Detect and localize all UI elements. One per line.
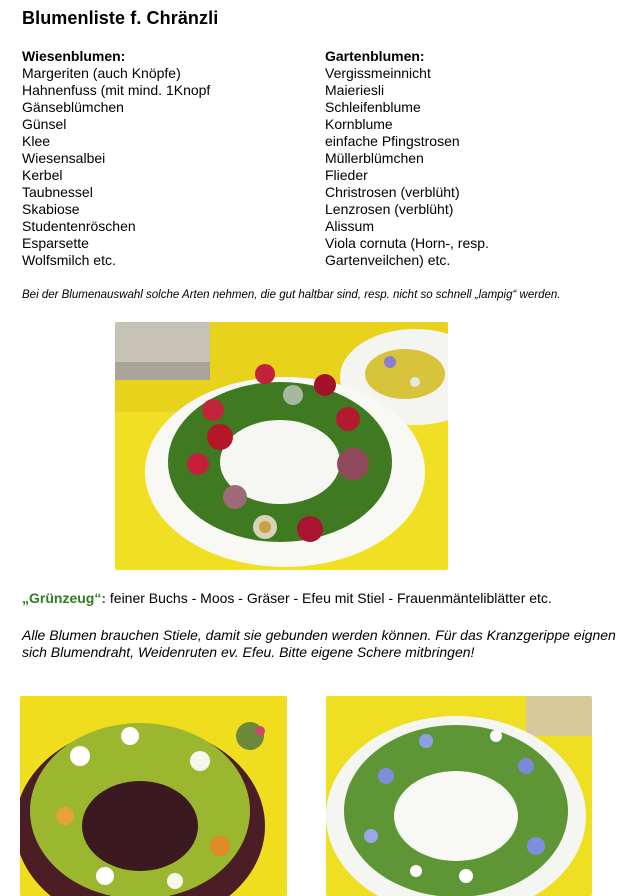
list-item: Maieriesli: [325, 82, 385, 98]
list-item: Müllerblümchen: [325, 150, 424, 166]
garden-flowers-heading: Gartenblumen:: [325, 48, 425, 64]
wreath-photo-yellow: [20, 696, 287, 896]
meadow-flowers-heading: Wiesenblumen:: [22, 48, 126, 64]
garden-flowers-column: [325, 48, 489, 269]
list-item: Kornblume: [325, 116, 393, 132]
list-item: Lenzrosen (verblüht): [325, 201, 454, 217]
selection-note: Bei der Blumenauswahl solche Arten nehmen, die gut haltbar sind, resp. nicht so schnell „lampig“ werden.: [22, 289, 561, 301]
page-title: Blumenliste f. Chränzli: [22, 8, 219, 28]
list-item: Günsel: [22, 116, 67, 132]
list-item: Kerbel: [22, 167, 63, 183]
list-item: Studentenröschen: [22, 218, 136, 234]
list-item: Margeriten (auch Knöpfe): [22, 65, 181, 81]
list-item: Gänseblümchen: [22, 99, 124, 115]
wreath-photo-red: [115, 322, 448, 570]
greenery-label: „Grünzeug“:: [22, 590, 106, 606]
instructions-note: Alle Blumen brauchen Stiele, damit sie gebunden werden können. Für das Kranzgerippe eignen sich Blumendraht, Weidenruten ev. Efeu. Bitte eigene Schere mitbringen!: [22, 627, 616, 660]
list-item: Taubnessel: [22, 184, 93, 200]
list-item: Hahnenfuss (mit mind. 1Knopf: [22, 82, 211, 98]
list-item: Wiesensalbei: [22, 150, 106, 166]
list-item: Viola cornuta (Horn-, resp.: [325, 235, 489, 251]
list-item: Skabiose: [22, 201, 80, 217]
list-item: Christrosen (verblüht): [325, 184, 460, 200]
list-item: Schleifenblume: [325, 99, 421, 115]
wreath-photo-blue: [326, 696, 592, 896]
greenery-line: [22, 590, 552, 606]
list-item: Gartenveilchen) etc.: [325, 252, 451, 268]
list-item: einfache Pfingstrosen: [325, 133, 460, 149]
list-item: Klee: [22, 133, 51, 149]
list-item: Wolfsmilch etc.: [22, 252, 116, 268]
list-item: Alissum: [325, 218, 375, 234]
list-item: Vergissmeinnicht: [325, 65, 431, 81]
list-item: Flieder: [325, 167, 368, 183]
list-item: Esparsette: [22, 235, 89, 251]
meadow-flowers-column: [22, 48, 210, 269]
greenery-text: feiner Buchs - Moos - Gräser - Efeu mit Stiel - Frauenmänteliblätter etc.: [106, 590, 552, 606]
